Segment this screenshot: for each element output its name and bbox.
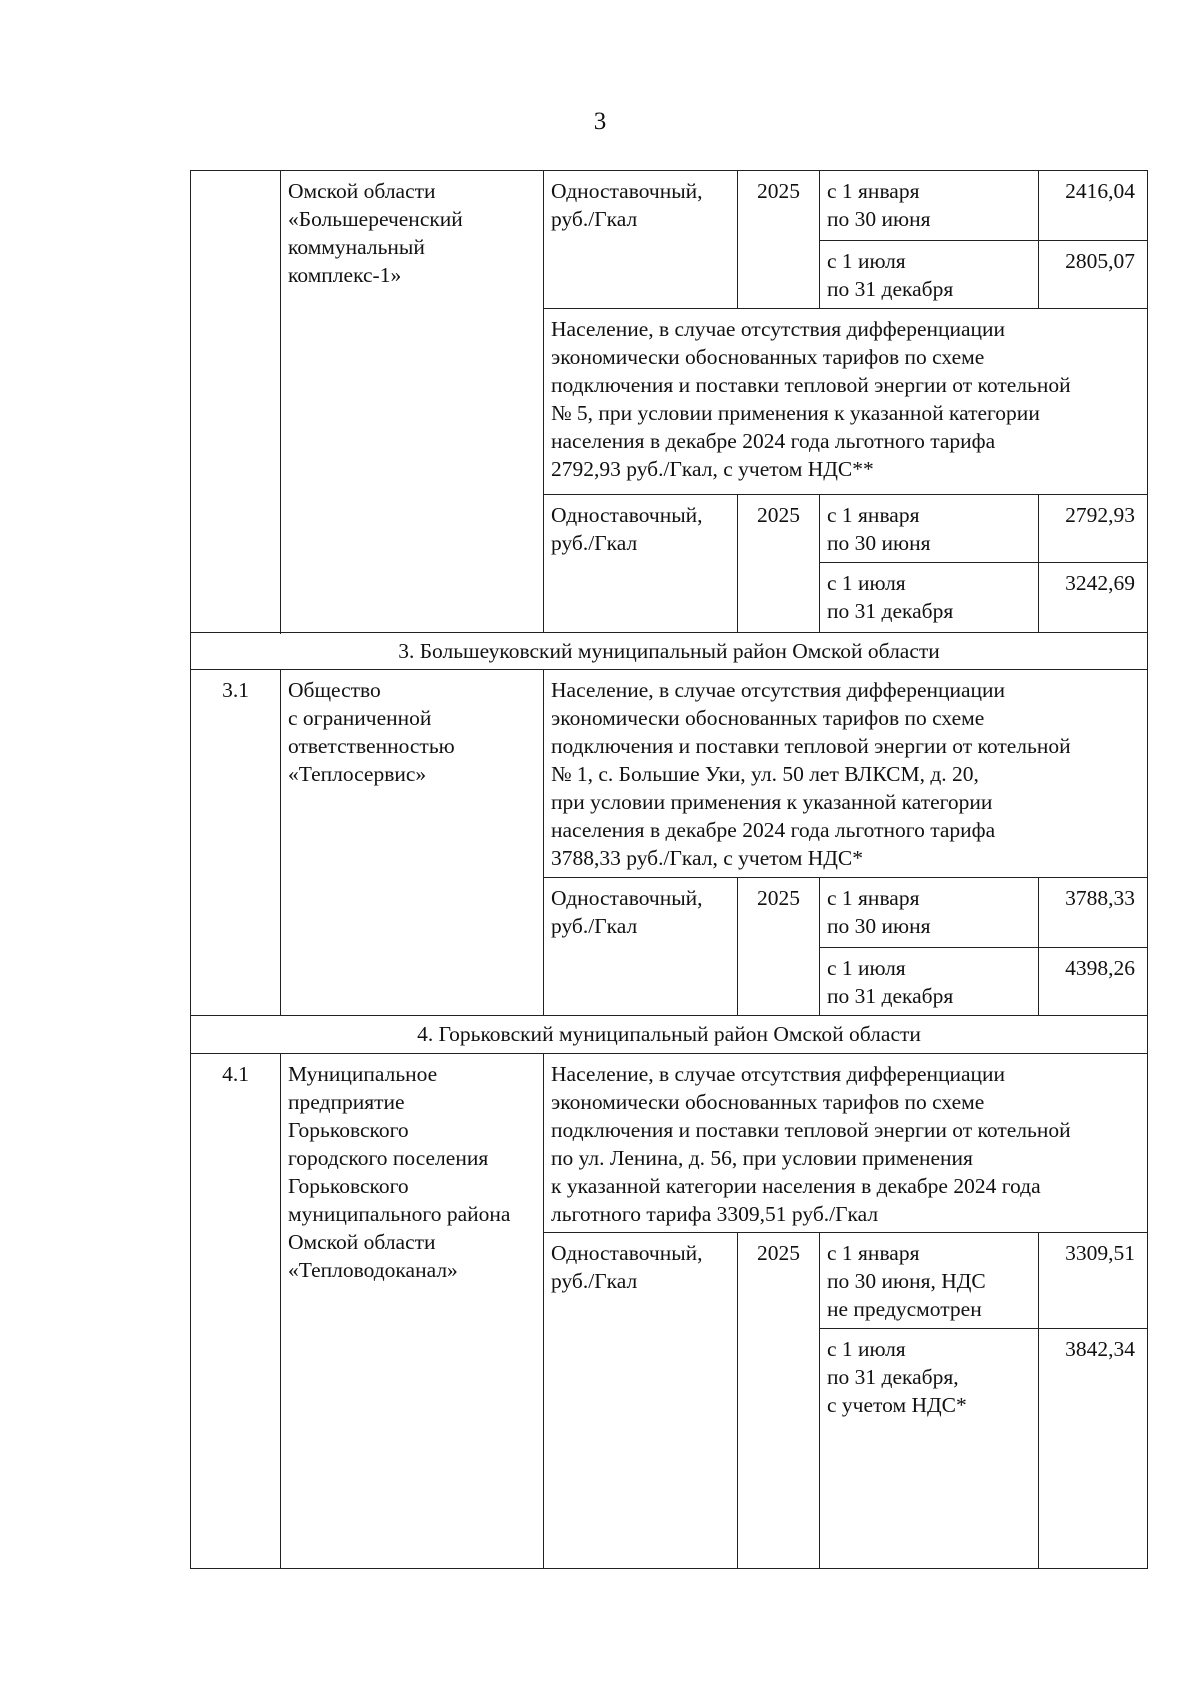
tariff-type: Одноставочный, руб./Гкал [544, 171, 738, 309]
tariff-type: Одноставочный, руб./Гкал [544, 878, 738, 1016]
tariff-type: Одноставочный, руб./Гкал [544, 1233, 738, 1569]
tariff-value: 3788,33 [1039, 878, 1148, 948]
organization-name: Общество с ограниченной ответственностью «Теплосервис» [281, 670, 544, 1016]
period-label: с 1 июля по 31 декабря [820, 241, 1039, 309]
organization-name: Муниципальное предприятие Горьковского городского поселения Горьковского муниципального района Омской области «Тепловодоканал» [281, 1054, 544, 1569]
row-number: 3.1 [191, 670, 281, 1016]
row-number: 4.1 [191, 1054, 281, 1569]
period-label: с 1 января по 30 июня [820, 878, 1039, 948]
section-heading: 4. Горьковский муниципальный район Омской области [191, 1016, 1148, 1054]
period-label: с 1 января по 30 июня [820, 171, 1039, 241]
tariff-year: 2025 [738, 1233, 820, 1569]
tariff-value: 3309,51 [1039, 1233, 1148, 1329]
tariff-value: 2792,93 [1039, 495, 1148, 563]
tariff-value: 2416,04 [1039, 171, 1148, 241]
tariff-value: 2805,07 [1039, 241, 1148, 309]
tariff-value: 3242,69 [1039, 563, 1148, 633]
page-number: 3 [593, 108, 607, 135]
population-note: Население, в случае отсутствия дифференциации экономически обоснованных тарифов по схеме подключения и поставки тепловой энергии от котельной № 1, с. Большие Уки, ул. 50 лет ВЛКСМ, д. 20, при условии применения к указанной категории населения в декабре 2024 года льготного тарифа 3788,33 руб./Гкал, с учетом НДС* [544, 670, 1148, 878]
tariff-value: 3842,34 [1039, 1329, 1148, 1569]
tariff-value: 4398,26 [1039, 948, 1148, 1016]
tariff-type: Одноставочный, руб./Гкал [544, 495, 738, 633]
tariff-year: 2025 [738, 495, 820, 633]
period-label: с 1 июля по 31 декабря, с учетом НДС* [820, 1329, 1039, 1569]
population-note: Население, в случае отсутствия дифференциации экономически обоснованных тарифов по схеме подключения и поставки тепловой энергии от котельной № 5, при условии применения к указанной категории населения в декабре 2024 года льготного тарифа 2792,93 руб./Гкал, с учетом НДС** [544, 309, 1148, 495]
row-number-cell [191, 171, 281, 633]
period-label: с 1 января по 30 июня, НДС не предусмотрен [820, 1233, 1039, 1329]
section-heading: 3. Большеуковский муниципальный район Омской области [191, 633, 1148, 670]
population-note: Население, в случае отсутствия дифференциации экономически обоснованных тарифов по схеме подключения и поставки тепловой энергии от котельной по ул. Ленина, д. 56, при условии применения к указанной категории населения в декабре 2024 года льготного тарифа 3309,51 руб./Гкал [544, 1054, 1148, 1233]
tariff-table [190, 170, 1148, 1569]
tariff-year: 2025 [738, 171, 820, 309]
period-label: с 1 июля по 31 декабря [820, 948, 1039, 1016]
period-label: с 1 января по 30 июня [820, 495, 1039, 563]
period-label: с 1 июля по 31 декабря [820, 563, 1039, 633]
tariff-year: 2025 [738, 878, 820, 1016]
organization-name: Омской области «Большереченский коммунальный комплекс-1» [281, 171, 544, 633]
